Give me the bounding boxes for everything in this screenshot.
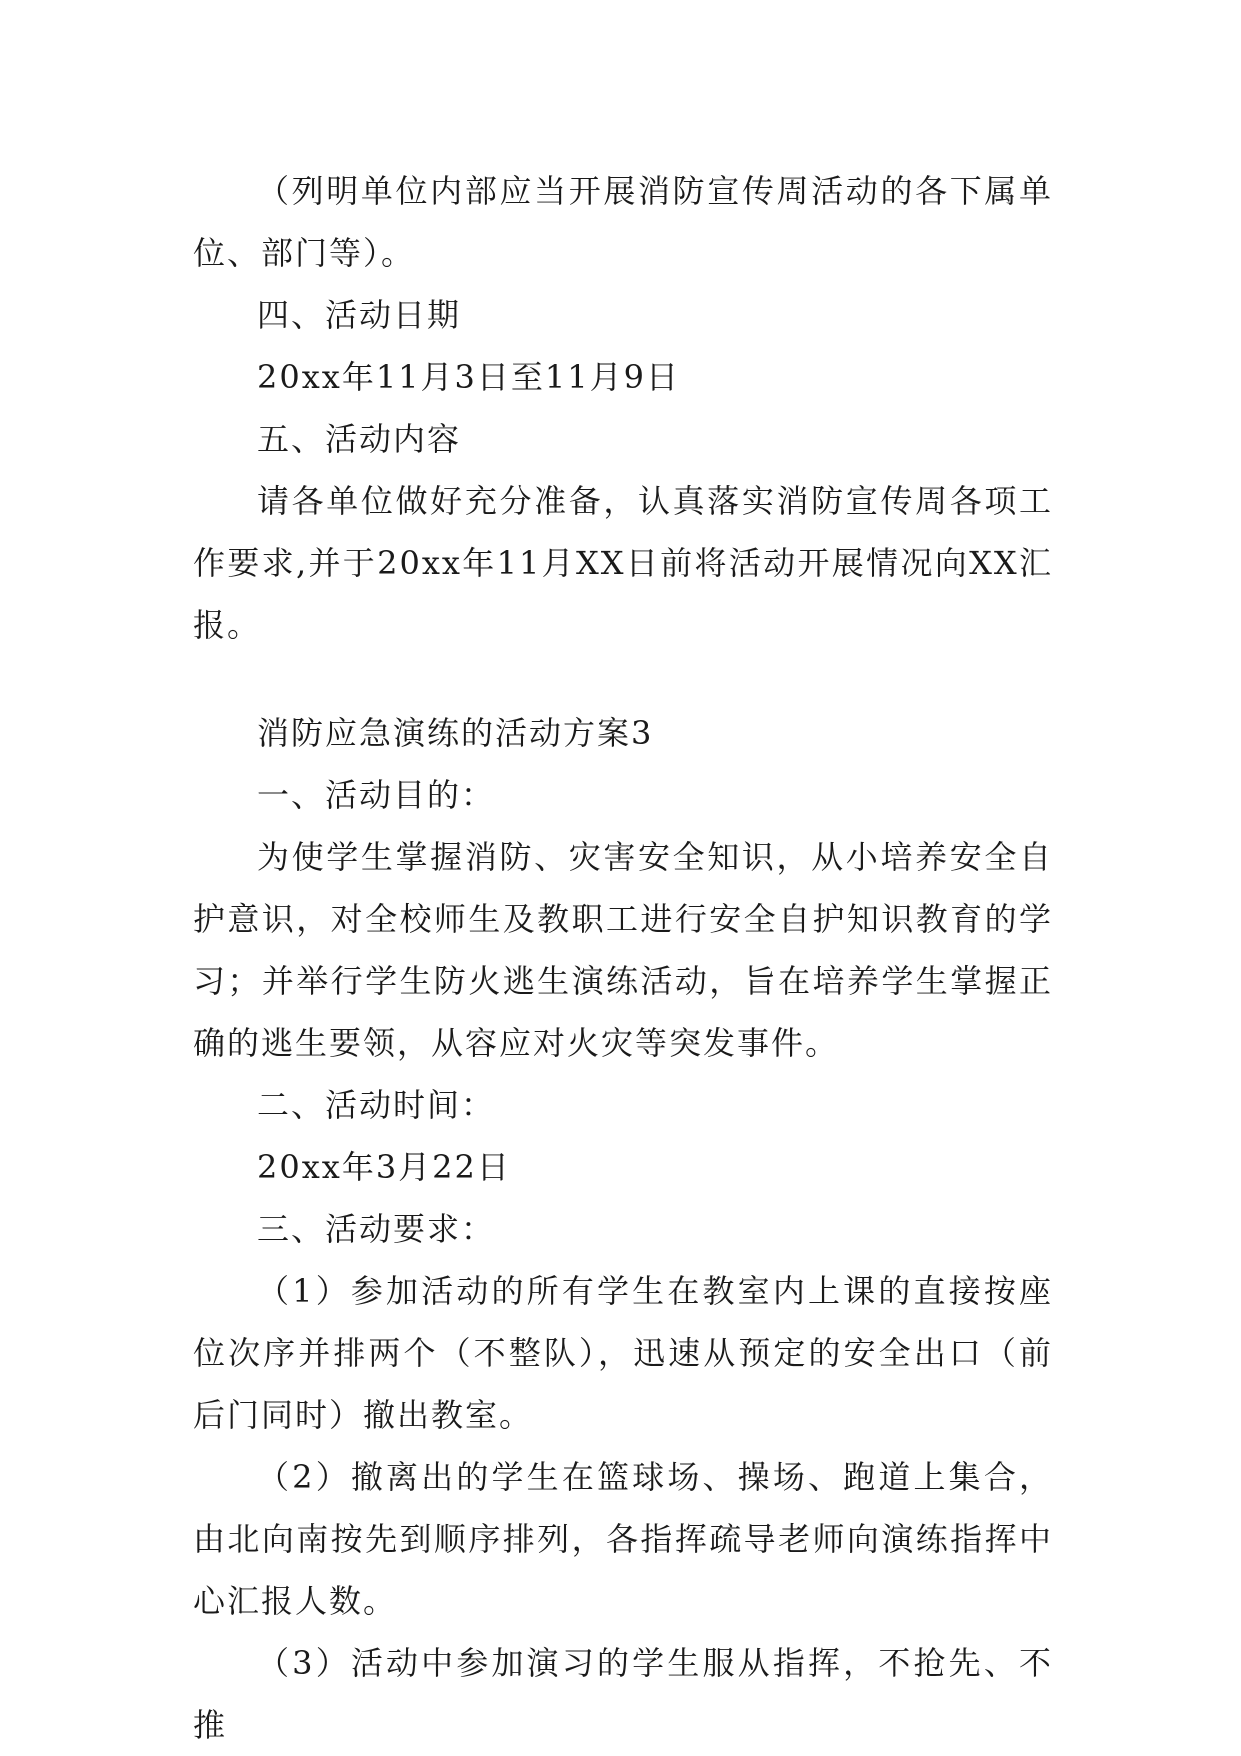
requirement-item-1: （1）参加活动的所有学生在教室内上课的直接按座位次序并排两个（不整队），迅速从预定的安全出口（前后门同时）撤出教室。 [193,1272,1053,1434]
paragraph-activity-date: 20xx年11月3日至11月9日 [257,358,680,396]
heading-activity-content: 五、活动内容 [257,420,462,458]
heading-activity-purpose: 一、活动目的： [257,776,496,814]
paragraph-activity-content: 请各单位做好充分准备，认真落实消防宣传周各项工作要求,并于20xx年11月XX日前将活动开展情况向XX汇报。 [193,482,1053,644]
paragraph-scope: （列明单位内部应当开展消防宣传周活动的各下属单位、部门等）。 [193,172,1053,272]
section-spacer [193,656,1053,702]
requirement-item-3: （3）活动中参加演习的学生服从指挥，不抢先、不推 [193,1644,1053,1744]
paragraph-activity-purpose: 为使学生掌握消防、灾害安全知识，从小培养安全自护意识，对全校师生及教职工进行安全自护知识教育的学习；并举行学生防火逃生演练活动，旨在培养学生掌握正确的逃生要领，从容应对火灾等突发事件。 [193,838,1053,1062]
paragraph-activity-time: 20xx年3月22日 [257,1148,511,1186]
document-body [193,160,1053,1756]
requirement-item-2: （2）撤离出的学生在篮球场、操场、跑道上集合，由北向南按先到顺序排列，各指挥疏导老师向演练指挥中心汇报人数。 [193,1458,1053,1620]
heading-activity-time: 二、活动时间： [257,1086,496,1124]
section-title: 消防应急演练的活动方案3 [257,714,654,752]
heading-activity-date: 四、活动日期 [257,296,462,334]
heading-activity-requirements: 三、活动要求： [257,1210,496,1248]
